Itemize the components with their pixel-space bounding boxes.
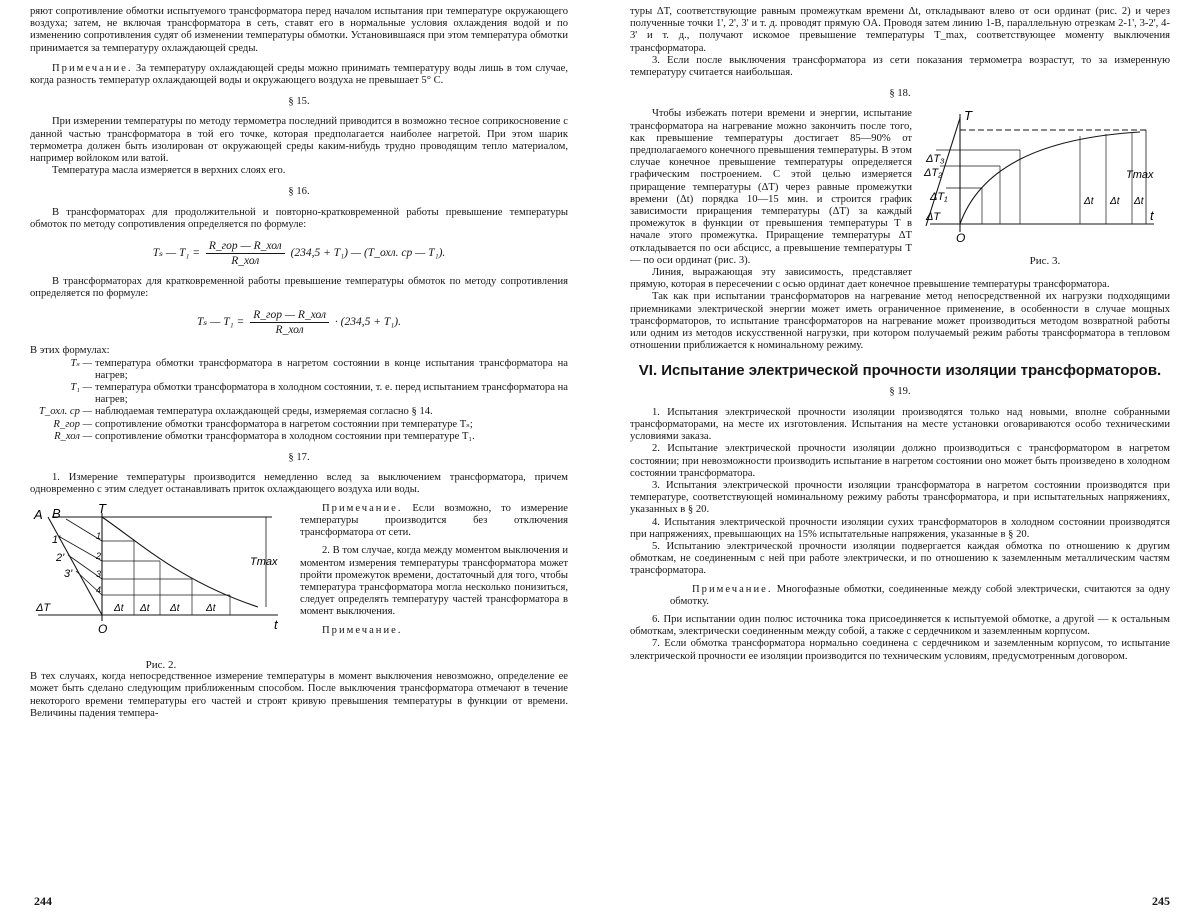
page-number-left: 244 [34,894,52,908]
definition-symbol: Tₛ — [70,357,92,369]
fig3-label-dT2: ΔT₂ [924,167,943,180]
definition-text: сопротивление обмотки трансформатора в нагретом состоянии при температуре Tₛ; [95,418,473,430]
fig2-label-4: 4 [96,584,102,595]
fig3-label-dT3: ΔT₃ [926,153,945,166]
note-3-head: Примечание. [322,624,403,636]
section-19-item: 4. Испытания электрической прочности изоляции сухих трансформаторов в холодном состоянии производятся при напряжениях, превышающих на 15% испытательные напряжения, указанные в § 20. [630,516,1170,540]
fig2-label-time: t [274,616,278,632]
right-continuation-paragraph: туры ΔT, соответствующие равным промежуткам времени Δt, откладывают влево от оси ординат (рис. 2) и через полученные точки 1', 2', 3' и т. д. проводят прямую OA. Проводя затем линию 1-B, параллельную отрезкам 2-1', 3-2', 4-3' и т. д., получают искомое превышение температуры T_max, соответствующее моменту выключения трансформатора. [630,6,1170,54]
left-intro-paragraph: ряют сопротивление обмотки испытуемого трансформатора перед началом испытания при температуре окружающего воздуха; затем, не включая трансформатора в сеть, ставят его в нормальные условия охлаждения водой и по изменению сопротивления судят об изменении температуры обмотки. Установившаяся при этом температура обмотки принимается за температуру охлаждающей среды. [30,6,568,54]
section-16-heading: § 16. [288,186,310,198]
figure-2-caption: Рис. 2. [145,658,177,671]
definition-item [30,406,568,418]
figure-2 [30,503,292,671]
formula-1-numerator: R_гор — R_хол [206,239,285,254]
fig2-label-dt: Δt [114,602,124,614]
note-2-body: Если возможно, то измерение температуры производится без отключения трансформатора от сети. [300,502,568,539]
section-18-paragraph-b: Линия, выражающая эту зависимость, представляет прямую, которая в пересечении с осью ординат дает конечное превышение температуры трансформатора. [630,267,1110,291]
formula-2 [30,308,568,337]
definition-symbol: T₁ — [70,382,92,394]
fig2-label-2: 2 [96,550,102,561]
figure-2-block [30,503,568,671]
fig3-label-tmax: Tmax [1126,169,1154,182]
definition-symbol: T_охл. ср — [39,406,92,418]
section-15-paragraph-a: При измерении температуры по методу термометра последний приводится в возможно тесное соприкосновение с данной частью трансформатора в той его точке, которая предполагается наиболее нагретой. При этом шарик термометра должен быть изолирован от окружающей среды каким-нибудь трудно проводящим тепло материалом, например войлоком или ватой. [30,116,568,165]
fig2-label-1: 1 [96,530,102,541]
formula-1-lhs: Tₛ — T₁ = [152,247,200,260]
fig2-label-dt: Δt [140,602,150,614]
fig2-label-2prime: 2' [56,551,65,564]
fig3-label-dT: ΔT [926,211,941,224]
fig2-label-a: A [34,506,43,522]
note-3-start [300,625,568,637]
formula-2-denominator: R_хол [275,324,304,337]
fig3-label-dt: Δt [1134,196,1144,208]
definition-symbol: R_гор — [53,418,92,430]
fig2-label-dt: Δt [170,602,180,614]
fig2-label-o: O [98,621,108,636]
note-1 [30,63,568,87]
left-page-text [30,6,568,720]
note-2 [300,503,568,540]
definition-text: температура обмотки трансформатора в нагретом состоянии в конце испытания трансформатора на нагрев; [95,357,568,381]
section-19-item: 3. Испытания электрической прочности изоляции трансформатора в нагретом состоянии производятся при температуре, соответствующей номинальному режиму работы трансформатора, и при испытательных напряжениях, указанных в § 20. [630,479,1170,516]
definition-text: температура обмотки трансформатора в холодном состоянии, т. е. перед испытанием трансформатора на нагрев; [95,382,568,406]
section-19-item: 5. Испытанию электрической прочности изоляции подвергается каждая обмотка по отношению к другим обмоткам, не соединенным с ней при работе электрически, и по отношению к заземленным металлическим частям трансформатора. [630,540,1170,577]
fig2-label-1prime: 1' [52,533,61,546]
section-15-heading: § 15. [288,96,310,108]
section-18-paragraph-a: Чтобы избежать потери времени и энергии, испытание трансформатора на нагревание можно закончить после того, как превышение температуры достигает 85—90% от предполагаемого конечного превышения температуры. В этом случае конечное превышение температуры определяется графическим построением. С этой целью измеряется приращение температуры (ΔT) через равные промежутки времени (Δt) порядка 10—15 мин. и строится график зависимости приращения температуры (ΔT) за каждый промежуток в функции от превышения температуры T в начале этого промежутка. Приращение температуры ΔT откладывается по оси абсцисс, а превышение температуры T — по оси ординат (рис. 3). [630,108,912,266]
definition-item [30,382,568,406]
section-17-heading: § 17. [288,452,310,464]
figure-2-diagram [30,503,292,653]
definition-text: наблюдаемая температура охлаждающей среды, измеряемая согласно § 14. [95,406,433,418]
fig2-label-tmax: Tmax [250,555,278,568]
definition-symbol: R_хол — [54,430,92,442]
section-16-paragraph-b: В трансформаторах для кратковременной работы превышение температуры обмоток по методу сопротивления определяется по формуле: [30,276,568,300]
right-page [600,0,1200,923]
formula-1-rhs: (234,5 + T₁) — (T_охл. ср — T₁). [290,247,446,260]
page-number-right: 245 [1152,894,1170,908]
section-19-item: 2. Испытание электрической прочности изоляции должно производиться с трансформатором в нагретом состоянии; при невозможности производить испытание в нагретом состоянии оно может быть произведено в холодном состоянии трансформатора. [630,443,1170,479]
chapter-heading: VI. Испытание электрической прочности изоляции трансформаторов. [638,362,1162,380]
section-17-item-2: 2. В том случае, когда между моментом выключения и моментом измерения температуры трансформатора может пройти промежуток времени, достаточный для того, чтобы температура трансформатора могла несколько понизиться, следует определять температуру частей трансформатора в момент выключения. [300,545,568,618]
formula-2-numerator: R_гор — R_хол [250,308,329,323]
definition-item [30,419,568,431]
fig2-label-3: 3 [96,568,102,579]
fig3-label-time: t [1150,208,1154,224]
section-19-item: 1. Испытания электрической прочности изоляции производятся только над новыми, вполне собранными трансформаторами, на месте их изготовления. Испытания на месте установки оговариваются особо техническими условиями заказа. [630,406,1170,443]
definition-item [30,431,568,443]
formula-1-fraction [206,239,285,268]
note-3-body: В тех случаях, когда непосредственное измерение температуры в момент выключения невозможно, определение ее может быть сделано следующим приближенным способом. После выключения трансформатора отмечают в течение некоторого времени температуры его частей и строят кривую превышения температуры в функции от времени. Величины падения темпера- [30,671,568,719]
fig2-label-dt: Δt [206,602,216,614]
fig3-label-t: T [964,108,972,124]
definition-text: сопротивление обмотки трансформатора в холодном состоянии при температуре T₁. [95,430,475,442]
section-17-item-3: 3. Если после выключения трансформатора из сети показания термометра возрастут, то за измеренную температуру считается наибольшая. [630,54,1170,79]
fig3-label-dt: Δt [1084,196,1094,208]
fig2-label-3prime: 3' [64,567,73,580]
fig2-label-dT: ΔT [36,601,51,614]
formula-2-rhs: · (234,5 + T₁). [334,316,401,329]
section-15-paragraph-b: Температура масла измеряется в верхних слоях его. [52,165,286,177]
figure-3-caption: Рис. 3. [1029,254,1061,267]
section-18-paragraph-c: Так как при испытании трансформаторов на нагревание метод непосредственной их нагрузки подходящими приемниками электрической энергии может иметь ограниченное применение, в особенности в случае мощных трансформаторов, то испытание трансформаторов на нагревание может производиться методом возвратной работы или одним из методов искусственной нагрузки, при котором получаемый режим работы трансформатора в тепловом отношении приближается к номинальному режиму. [630,291,1170,352]
note-2-head: Примечание. [322,502,403,514]
definitions-list [30,358,568,443]
section-18-heading: § 18. [889,88,911,100]
formula-1 [30,239,568,268]
right-page-text [630,6,1170,663]
formula-1-denominator: R_хол [231,255,260,268]
formula-2-lhs: Tₛ — T₁ = [197,316,245,329]
section-19-item: 6. При испытании один полюс источника тока присоединяется к испытуемой обмотке, а другой — к остальным обмоткам, электрически соединенным между собой, а также с сердечником и заземленным корпусом. [630,613,1170,638]
fig3-label-o: O [956,231,966,246]
fig3-label-dT1: ΔT₁ [930,191,948,204]
fig3-label-dt: Δt [1110,196,1120,208]
note-1-body: За температуру охлаждающей среды можно принимать температуру воды лишь в том случае, когда разность температур охлаждающей воды и окружающего воздуха не превышает 5° С. [30,62,568,87]
section-19-heading: § 19. [889,386,911,398]
figure-2-side-text [292,503,568,671]
definitions-intro: В этих формулах: [30,345,110,357]
section-19-item: 7. Если обмотка трансформатора нормально соединена с сердечником и заземленным корпусом, то испытание электрической прочности ее изоляции производится по техническим условиям, предусмотренным договором. [630,638,1170,662]
note-4-head: Примечание. [692,583,773,595]
note-4-body: Многофазные обмотки, соединенные между собой электрически, считаются за одну обмотку. [670,583,1170,607]
figure-3 [920,108,1170,266]
figure-3-diagram [920,108,1170,248]
section-16-paragraph-a: В трансформаторах для продолжительной и повторно-кратковременной работы превышение температуры обмоток по методу сопротивления определяется по формуле: [30,206,568,230]
definition-item [30,358,568,382]
fig2-label-t: T [98,502,106,516]
formula-2-fraction [250,308,329,337]
note-1-head: Примечание. [52,62,133,74]
note-4 [630,584,1170,608]
fig2-label-b: B [52,505,61,521]
section-17-item-1: 1. Измерение температуры производится немедленно вслед за выключением трансформатора, причем одновременно с этим следует останавливать приток охлаждающего воздуха или воды. [30,472,568,496]
